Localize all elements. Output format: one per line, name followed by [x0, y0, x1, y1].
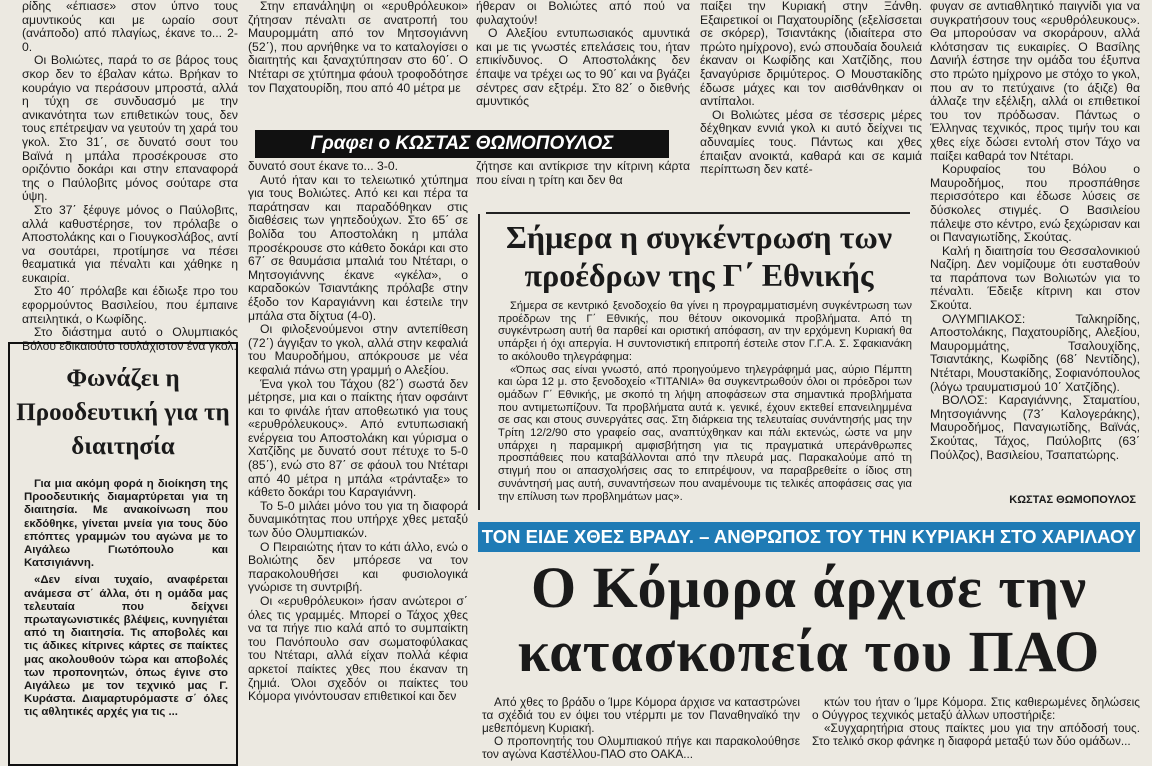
main-headline: Ο Κόμορα άρχισε την κατασκοπεία του ΠΑΟ [517, 555, 1101, 684]
sidebar-box-title: Φωνάζει η Προοδευτική για τη διαιτησία [16, 365, 230, 460]
divider [486, 212, 910, 214]
komora-column-2 [812, 696, 1140, 758]
paragraph: Οι Βολιώτες, παρά το σε βάρος τους σκορ δεν το έβαλαν κάτω. Βρήκαν το κουράγιο να περάσουν μπροστά, αλλά η τύχη σε συνδυασμό με την ανικανότητα των επιθετικών τους, δεν τους επέτρεψαν να γευτούν τη χαρά του γκολ. Στο 31΄, σε δυνατό σουτ του Βαϊνά η μπάλα προσέκρουσε στο οριζόντιο δοκάρι και στην επαναφορά της ο Παύλοβιτς μόνος σούταρε στα ύψη. [22, 53, 238, 204]
column-2-text [248, 160, 468, 758]
paragraph: παίξει την Κυριακή στην Ξάνθη. Εξαιρετικοί οι Παχατουρίδης (εξελίσσεται σε σκόρερ), Τσιαντάκης (ιδιαίτερα στο πρώτο ημίχρονο), ενώ σπουδαία δουλειά έκαναν οι Κωφίδης και Χατζίδης, που ξαναγύρισε δριμύτερος. Ο Μουστακίδης έδωσε μάχες και τον αισθάνθηκαν οι αντίπαλοι. [700, 0, 922, 109]
paragraph: Ο προπονητής του Ολυμπιακού πήγε και παρακολούθησε τον αγώνα Καστέλλου-ΠΑΟ στο ΟΑΚΑ... [482, 734, 800, 761]
paragraph: «Δεν είναι τυχαίο, αναφέρεται ανάμεσα στ΄ άλλα, ότι η ομάδα μας τελευταία που δείχνει πρωταγωνιστικές βλέψεις, κυνηγιέται από τη διαιτησία. Τις αποβολές και τις άδικες κίτρινες κάρτες σε παίκτες μας ακολουθούν τώρα και αποβολές των προπονητών, όπως έγινε στο Αιγάλεω με τον τεχνικό μας Γ. Κυράστα. Διαμαρτυρόμαστε σ΄ όλες τις αθλητικές αρχές για τις ... [24, 574, 228, 719]
sidebar-box [8, 342, 238, 766]
paragraph: ζήτησε και αντίκρισε την κίτρινη κάρτα που είναι η τρίτη και δεν θα [476, 159, 690, 187]
paragraph: Κορυφαίος του Βόλου ο Μαυροδήμος, που προσπάθησε περισσότερο και έδωσε λύσεις σε δύσκολες στιγμές. Ο Βασιλείου πάλεψε στο κέντρο, ενώ ξεχώρισαν και οι Παναγιωτίδης, Σκούτας. [930, 162, 1140, 245]
column-2-top-text [248, 0, 468, 128]
column-5-text [930, 0, 1140, 510]
byline-bar: Γραφει ο ΚΩΣΤΑΣ ΘΩΜΟΠΟΥΛΟΣ [255, 130, 669, 158]
paragraph: Καλή η διαιτησία του Θεσσαλονικιού Ναζίρη. Δεν νομίζουμε ότι ευσταθούν τα παράπονα των Βολιωτών για το πέναλτι. Έδειξε κίτρινη και στον Σκούτα. [930, 243, 1140, 313]
meeting-body [498, 300, 912, 503]
sidebar-box-body [10, 478, 236, 720]
lineup-olympiakos: ΟΛΥΜΠΙΑΚΟΣ: Ταλκηρίδης, Αποστολάκης, Παχατουρίδης, Αλεξίου, Μαυρομμάτης, Τσαλουχίδης, Τσιαντάκης, Κωφίδης (68΄ Νεντίδης), Ντέταρι, Μουστακίδης, Σοφιανόπουλος (λόγω τραυματισμού 10΄ Χατζίδης). [930, 311, 1140, 394]
meeting-article [476, 200, 924, 516]
paragraph: Οι φιλοξενούμενοι στην αντεπίθεση (72΄) άγγιξαν το γκολ, αλλά στην κεφαλιά του Μαυροδήμου, απόκρουσε με νέα κεφαλιά πάνω στη γραμμή ο Αλεξίου. [248, 322, 468, 377]
paragraph: Το 5-0 μιλάει μόνο του για τη διαφορά δυναμικότητας που υπήρχε χθες μεταξύ των δύο Ολυμπιακών. [248, 498, 468, 541]
paragraph: Για μια ακόμη φορά η διοίκηση της Προοδευτικής διαμαρτύρεται για τη διαιτησία. Με ανακοίνωση που εκδόθηκε, γίνεται μνεία για τους δύο επόπτες γραμμών του αγώνα με το Αιγάλεω Γιωτόπουλο και Κατσιγιάννη. [24, 478, 228, 570]
author-signature: ΚΩΣΤΑΣ ΘΩΜΟΠΟΥΛΟΣ [1009, 494, 1136, 506]
paragraph: Ένα γκολ του Τάχου (82΄) σωστά δεν μέτρησε, μια και ο παίκτης ήταν οφσάιντ και το φινάλε ήταν αποθεωτικό για τους «ερυθρόλευκους». Από εντυπωσιακή ενέργεια του Αποστολάκη και γύρισμα ο Χατζίδης με δυνατό σουτ πέτυχε το 5-0 (85΄), ενώ στο 87΄ σε φάουλ του Ντέταρι από 40 μέτρα η μπάλα «τράνταξε» το κάθετο δοκάρι του Καραγιάννη. [248, 376, 468, 500]
lineup-volos: ΒΟΛΟΣ: Καραγιάννης, Σταματίου, Μητσογιάννης (73΄ Καλογεράκης), Μαυροδήμος, Παναγιωτίδης, Βαϊνάς, Σκούτας, Τάχος, Παύλοβιτς (63΄ Πούλζος), Βασιλείου, Τσαπατώρης. [930, 393, 1140, 462]
paragraph: «Συγχαρητήρια στους παίκτες μου για την απόδοσή τους. Στο τελικό σκορ φάνηκε η διαφορά μεταξύ των δύο ομάδων... [812, 721, 1140, 748]
paragraph: Σήμερα σε κεντρικό ξενοδοχείο θα γίνει η προγραμματισμένη συγκέντρωση των προέδρων της Γ΄ Εθνικής, που θέτουν οικονομικά προβλήματα. Από τη συγκέντρωση αυτή θα παρθεί και οριστική απόφαση, αν την ερχόμενη Κυριακή θα υπάρξει ή όχι απεργία. Η συντονιστική επιτροπή έστειλε στον Γ.Γ.Α. Σ. Σφακιανάκη το ακόλουθο τηλεγράφημα: [498, 300, 912, 363]
paragraph: Αυτό ήταν και το τελειωτικό χτύπημα για τους Βολιώτες. Από κει και πέρα τα παράτησαν και παραδόθηκαν στις διαθέσεις των γηπεδούχων. Στο 65΄ σε βολίδα του Αποστολάκη η μπάλα προσέκρουσε στο κάθετο δοκάρι και στο 67΄ σε θαυμάσια μπαλιά του Ντέταρι, ο Μητσογιάννης έκανε «γκέλα», ο καραδοκών Τσιαντάκης πρόλαβε στην έξοδο τον Καραγιάννη και έστειλε την μπάλα στα δίχτυα (4-0). [248, 172, 468, 323]
paragraph: ρίδης «έπιασε» στον ύπνο τους αμυντικούς και με ωραίο σουτ (ανάποδο) από πλαγίως, έκανε το... 2-0. [22, 0, 238, 54]
paragraph: Οι «ερυθρόλευκοι» ήσαν ανώτεροι σ΄ όλες τις γραμμές. Μπορεί ο Τάχος χθες να τα πήγε πιο καλά από το συμπαίκτη του Πανόπουλο σαν σωματοφύλακας του Ντέταρι, αλλά είχαν πολλά κέφια αρκετοί παίκτες χθες που έκαναν τη ζημιά. Όλοι σχεδόν οι παίκτες του Κόμορα γινόντουσαν επιθετικοί και δεν [248, 594, 468, 704]
kicker-bar: ΤΟΝ ΕΙΔΕ ΧΘΕΣ ΒΡΑΔΥ. – ΑΝΘΡΩΠΟΣ ΤΟΥ ΤΗΝ ΚΥΡΙΑΚΗ ΣΤΟ ΧΑΡΙΛΑΟΥ [478, 522, 1140, 552]
komora-column-1 [482, 695, 800, 761]
column-1-text [22, 0, 238, 353]
paragraph: Στο 37΄ ξέφυγε μόνος ο Παύλοβιτς, αλλά καθυστέρησε, τον πρόλαβε ο Αποστολάκης και ο Γιουγκοσλάβος, αντί να σουτάρει, προτίμησε να πέσει θεαματικά για πέναλτι και χάθηκε η ευκαιρία. [22, 202, 238, 285]
paragraph: Ο Αλεξίου εντυπωσιακός αμυντικά και με τις γνωστές επελάσεις του, ήταν επικίνδυνος. Ο Αποστολάκης δεν έπαψε να τρέχει ως το 90΄ και να βγάζει σέντρες σαν εξτρέμ. Στο 82΄ ο διεθνής αμυντικός [476, 26, 690, 109]
paragraph: Ο Πειραιώτης ήταν το κάτι άλλο, ενώ ο Βολιώτης δεν μπόρεσε να τον παρακολουθήσει και φυσιολογικά γνώρισε τη συντριβή. [248, 539, 468, 595]
paragraph: Οι Βολιώτες μέσα σε τέσσερις μέρες δέχθηκαν εννιά γκολ κι αυτό δείχνει τις αδυναμίες τους. Πάντως και χθες έπαιξαν ανοικτά, καθαρά και σε καμιά περίπτωση δεν κατέ- [700, 107, 922, 177]
column-3-continuation [476, 160, 690, 196]
paragraph: κτών του ήταν ο Ίμρε Κόμορα. Στις καθιερωμένες δηλώσεις ο Ούγγρος τεχνικός μεταξύ άλλων υποστήριξε: [812, 695, 1140, 722]
column-3-top-text [476, 0, 690, 128]
paragraph: Από χθες το βράδυ ο Ίμρε Κόμορα άρχισε να καταστρώνει τα σχέδιά του εν όψει του ντέρμπι με τον Παναθηναϊκό την μεθεπόμενη Κυριακή. [482, 695, 800, 735]
paragraph: ήθεραν οι Βολιώτες από πού να φυλαχτούν! [476, 0, 690, 27]
paragraph: Στην επανάληψη οι «ερυθρόλευκοι» ζήτησαν πέναλτι σε ανατροπή του Μαυρομμάτη από τον Μητσογιάννη (52΄), που αρνήθηκε να το καταλογίσει ο διαιτητής και ξαναχτύπησαν στο 60΄. Ο Ντέταρι σε χτύπημα φάουλ τροφοδότησε τον Παχατουρίδη, που από 40 μέτρα με [248, 0, 468, 95]
paragraph: Στο διάστημα αυτό ο Ολυμπιακός Βόλου εδικαιούτο τουλάχιστον ένα γκολ. [22, 325, 238, 353]
column-4-top-text [700, 0, 922, 200]
paragraph: δυνατό σουτ έκανε το... 3-0. [248, 159, 399, 173]
paragraph: «Όπως σας είναι γνωστό, από προηγούμενο τηλεγράφημά μας, αύριο Πέμπτη και ώρα 12 μ. στο ξενοδοχείο «ΤΙΤΑΝΙΑ» θα συγκεντρωθούν όλοι οι πρόεδροι των ομάδων Γ΄ Εθνικής, με σκοπό τη λήψη αποφάσεων στα σημαντικά προβλήματα που αντιμετωπίζουν. Τα προβλήματα αυτά κ. γενικέ, έχουν εκτεθεί επανειλημμένα σε σας και στους συνεργάτες σας. Στη διάρκεια της τελευταίας συνάντησής μας την Τρίτη 12/2/90 στο γραφείο σας, αναπτύχθηκαν και πάλι εκτενώς, ώστε να μην υπάρχει η παραμικρή αμφισβήτηση για τις πραγματικά υπεράνθρωπες προσπάθειες που καταβάλλονται από την πλευρά μας. Παρακαλούμε από τη στιγμή που οι απασχολήσεις σας το επιτρέψουν, να παραβρεθείτε ο ίδιος στη συνάντησή μας αυτή, συναντήσεων που αναμένουμε τις τελικές αποφάσεις σας για την επίλυση των προβλημάτων μας». [498, 363, 912, 503]
meeting-headline: Σήμερα η συγκέντρωση των προέδρων της Γ΄ Εθνικής [505, 219, 893, 293]
paragraph: φυγαν σε αντιαθλητικό παιγνίδι για να συγκρατήσουν τους «ερυθρόλευκους». Θα μπορούσαν να σκοράρουν, αλλά κλότσησαν τις ευκαιρίες. Ο Βασίλης Δανιήλ έστησε την ομάδα του έξυπνα στο πρώτο ημίχρονο με στόχο το γκολ, που αν το πετύχαινε (το άξιζε) θα άλλαζε την εξέλιξη, αλλά οι επιθετικοί του τον πρόδωσαν. Πάντως ο Έλληνας τεχνικός, προς τιμήν του και χθες είχε δώσει εντολή στον Τάχο να παίξει καθαρά τον Ντέταρι. [930, 0, 1140, 163]
paragraph: Στο 40΄ πρόλαβε και έδιωξε προ του εφορμούντος Βασιλείου, που έμπαινε απειλητικά, ο Κωφίδης. [22, 284, 238, 326]
